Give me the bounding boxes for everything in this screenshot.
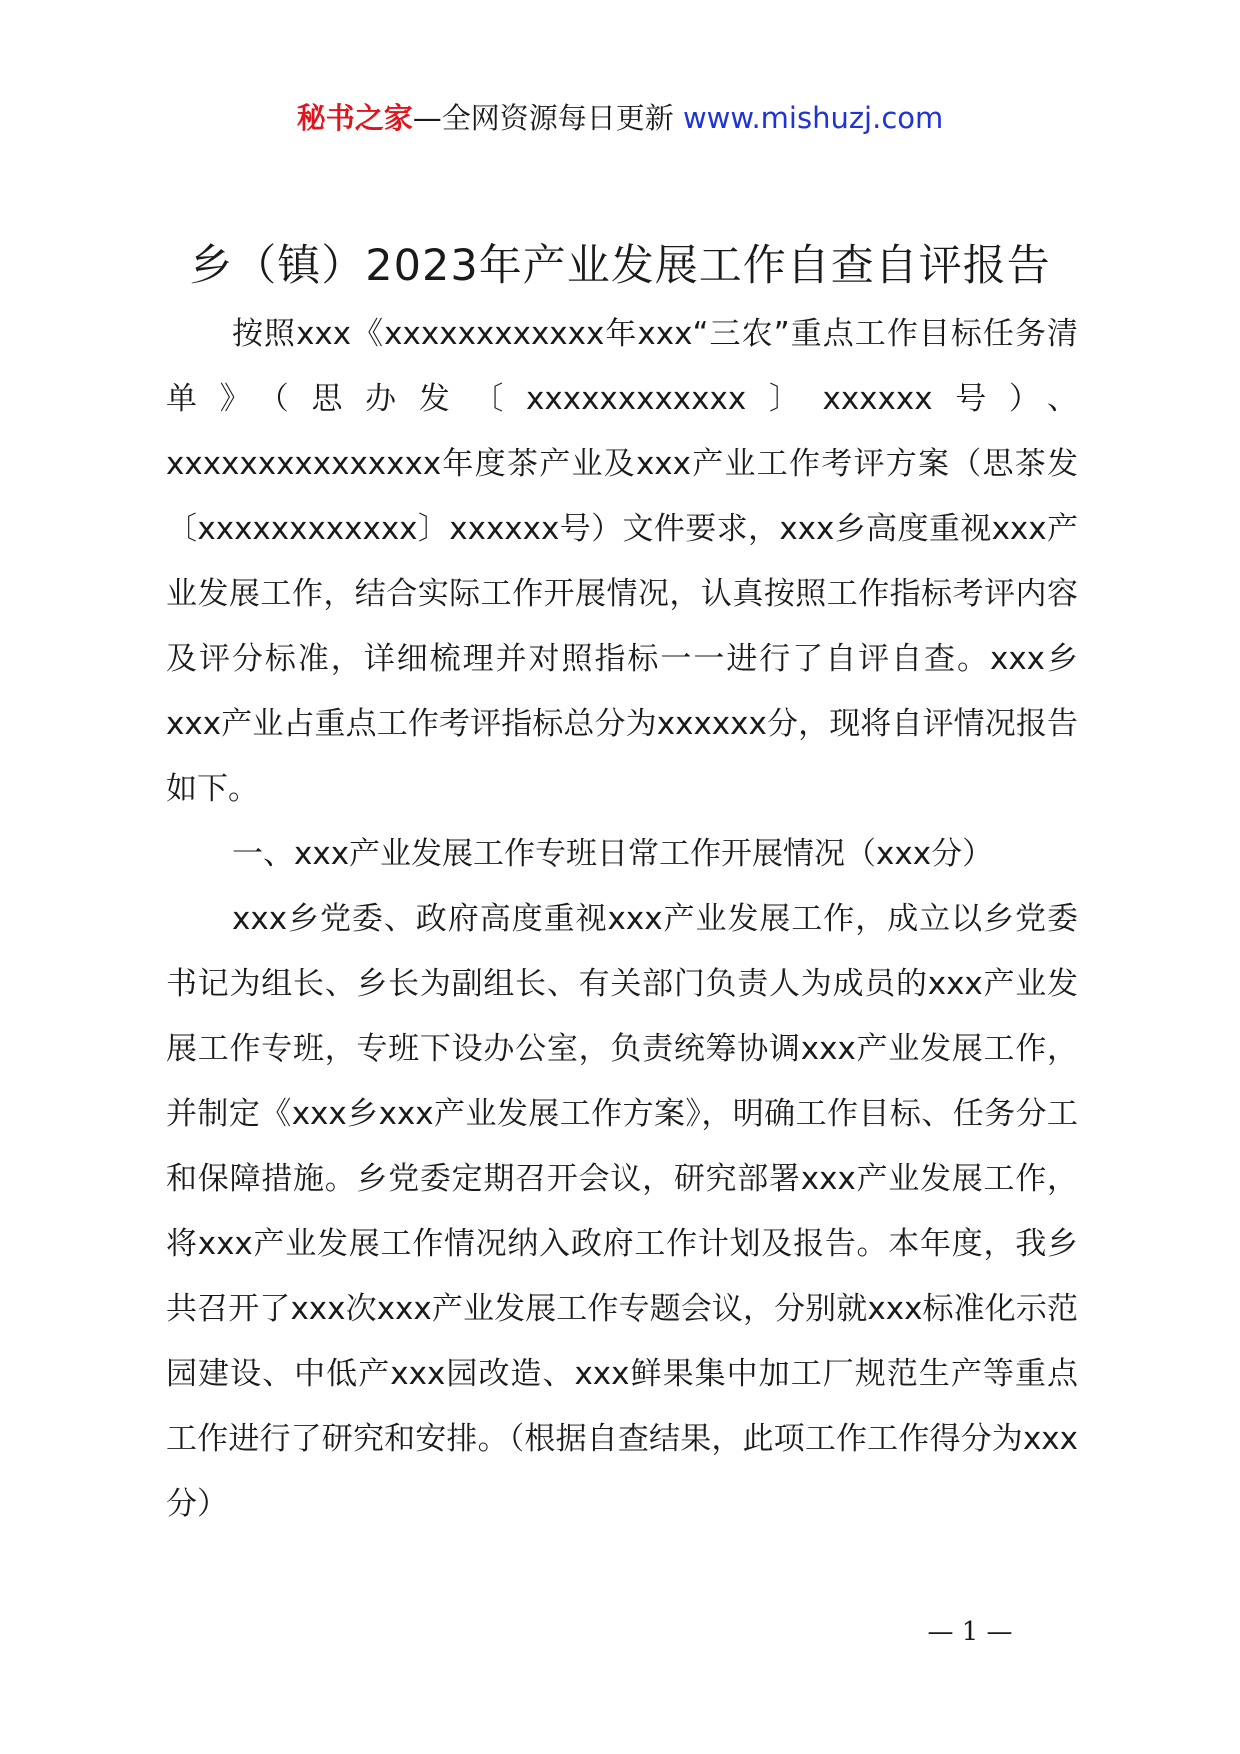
section-heading: 一、xxx产业发展工作专班日常工作开展情况（xxx分） [232, 836, 994, 872]
section-paragraph: xxx乡党委、政府高度重视xxx产业发展工作，成立以乡党委书记为组长、乡长为副组长、有关部门负责人为成员的xxx产业发展工作专班，专班下设办公室，负责统筹协调xxx产业发展工作，并制定《xxx乡xxx产业发展工作方案》，明确工作目标、任务分工和保障措施。乡党委定期召开会议，研究部署xxx产业发展工作，将xxx产业发展工作情况纳入政府工作计划及报告。本年度，我乡共召开了xxx次xxx产业发展工作专题会议，分别就xxx标准化示范园建设、中低产xxx园改造、xxx鲜果集中加工厂规范生产等重点工作进行了研究和安排。（根据自查结果，此项工作工作得分为xxx分） [166, 901, 1078, 1522]
intro-paragraph: 按照xxx《xxxxxxxxxxxx年xxx“三农”重点工作目标任务清单》（思办发〔xxxxxxxxxxxx〕xxxxxx号）、xxxxxxxxxxxxxxx年度茶产业及xxx产业工作考评方案（思茶发〔xxxxxxxxxxxx〕xxxxxx号）文件要求，xxx乡高度重视xxx产业发展工作，结合实际工作开展情况，认真按照工作指标考评内容及评分标准，详细梳理并对照指标一一进行了自评自查。xxx乡xxx产业占重点工作考评指标总分为xxxxxx分，现将自评情况报告如下。 [166, 316, 1078, 807]
site-banner [0, 98, 1240, 138]
site-brand: 秘书之家 [296, 101, 413, 135]
page-number: — 1 — [927, 1617, 1013, 1647]
document-title: 乡（镇）2023年产业发展工作自查自评报告 [189, 241, 1051, 291]
site-tagline: —全网资源每日更新 [412, 101, 674, 135]
document-body [166, 302, 1078, 1537]
site-url-link[interactable]: www.mishuzj.com [682, 101, 944, 135]
